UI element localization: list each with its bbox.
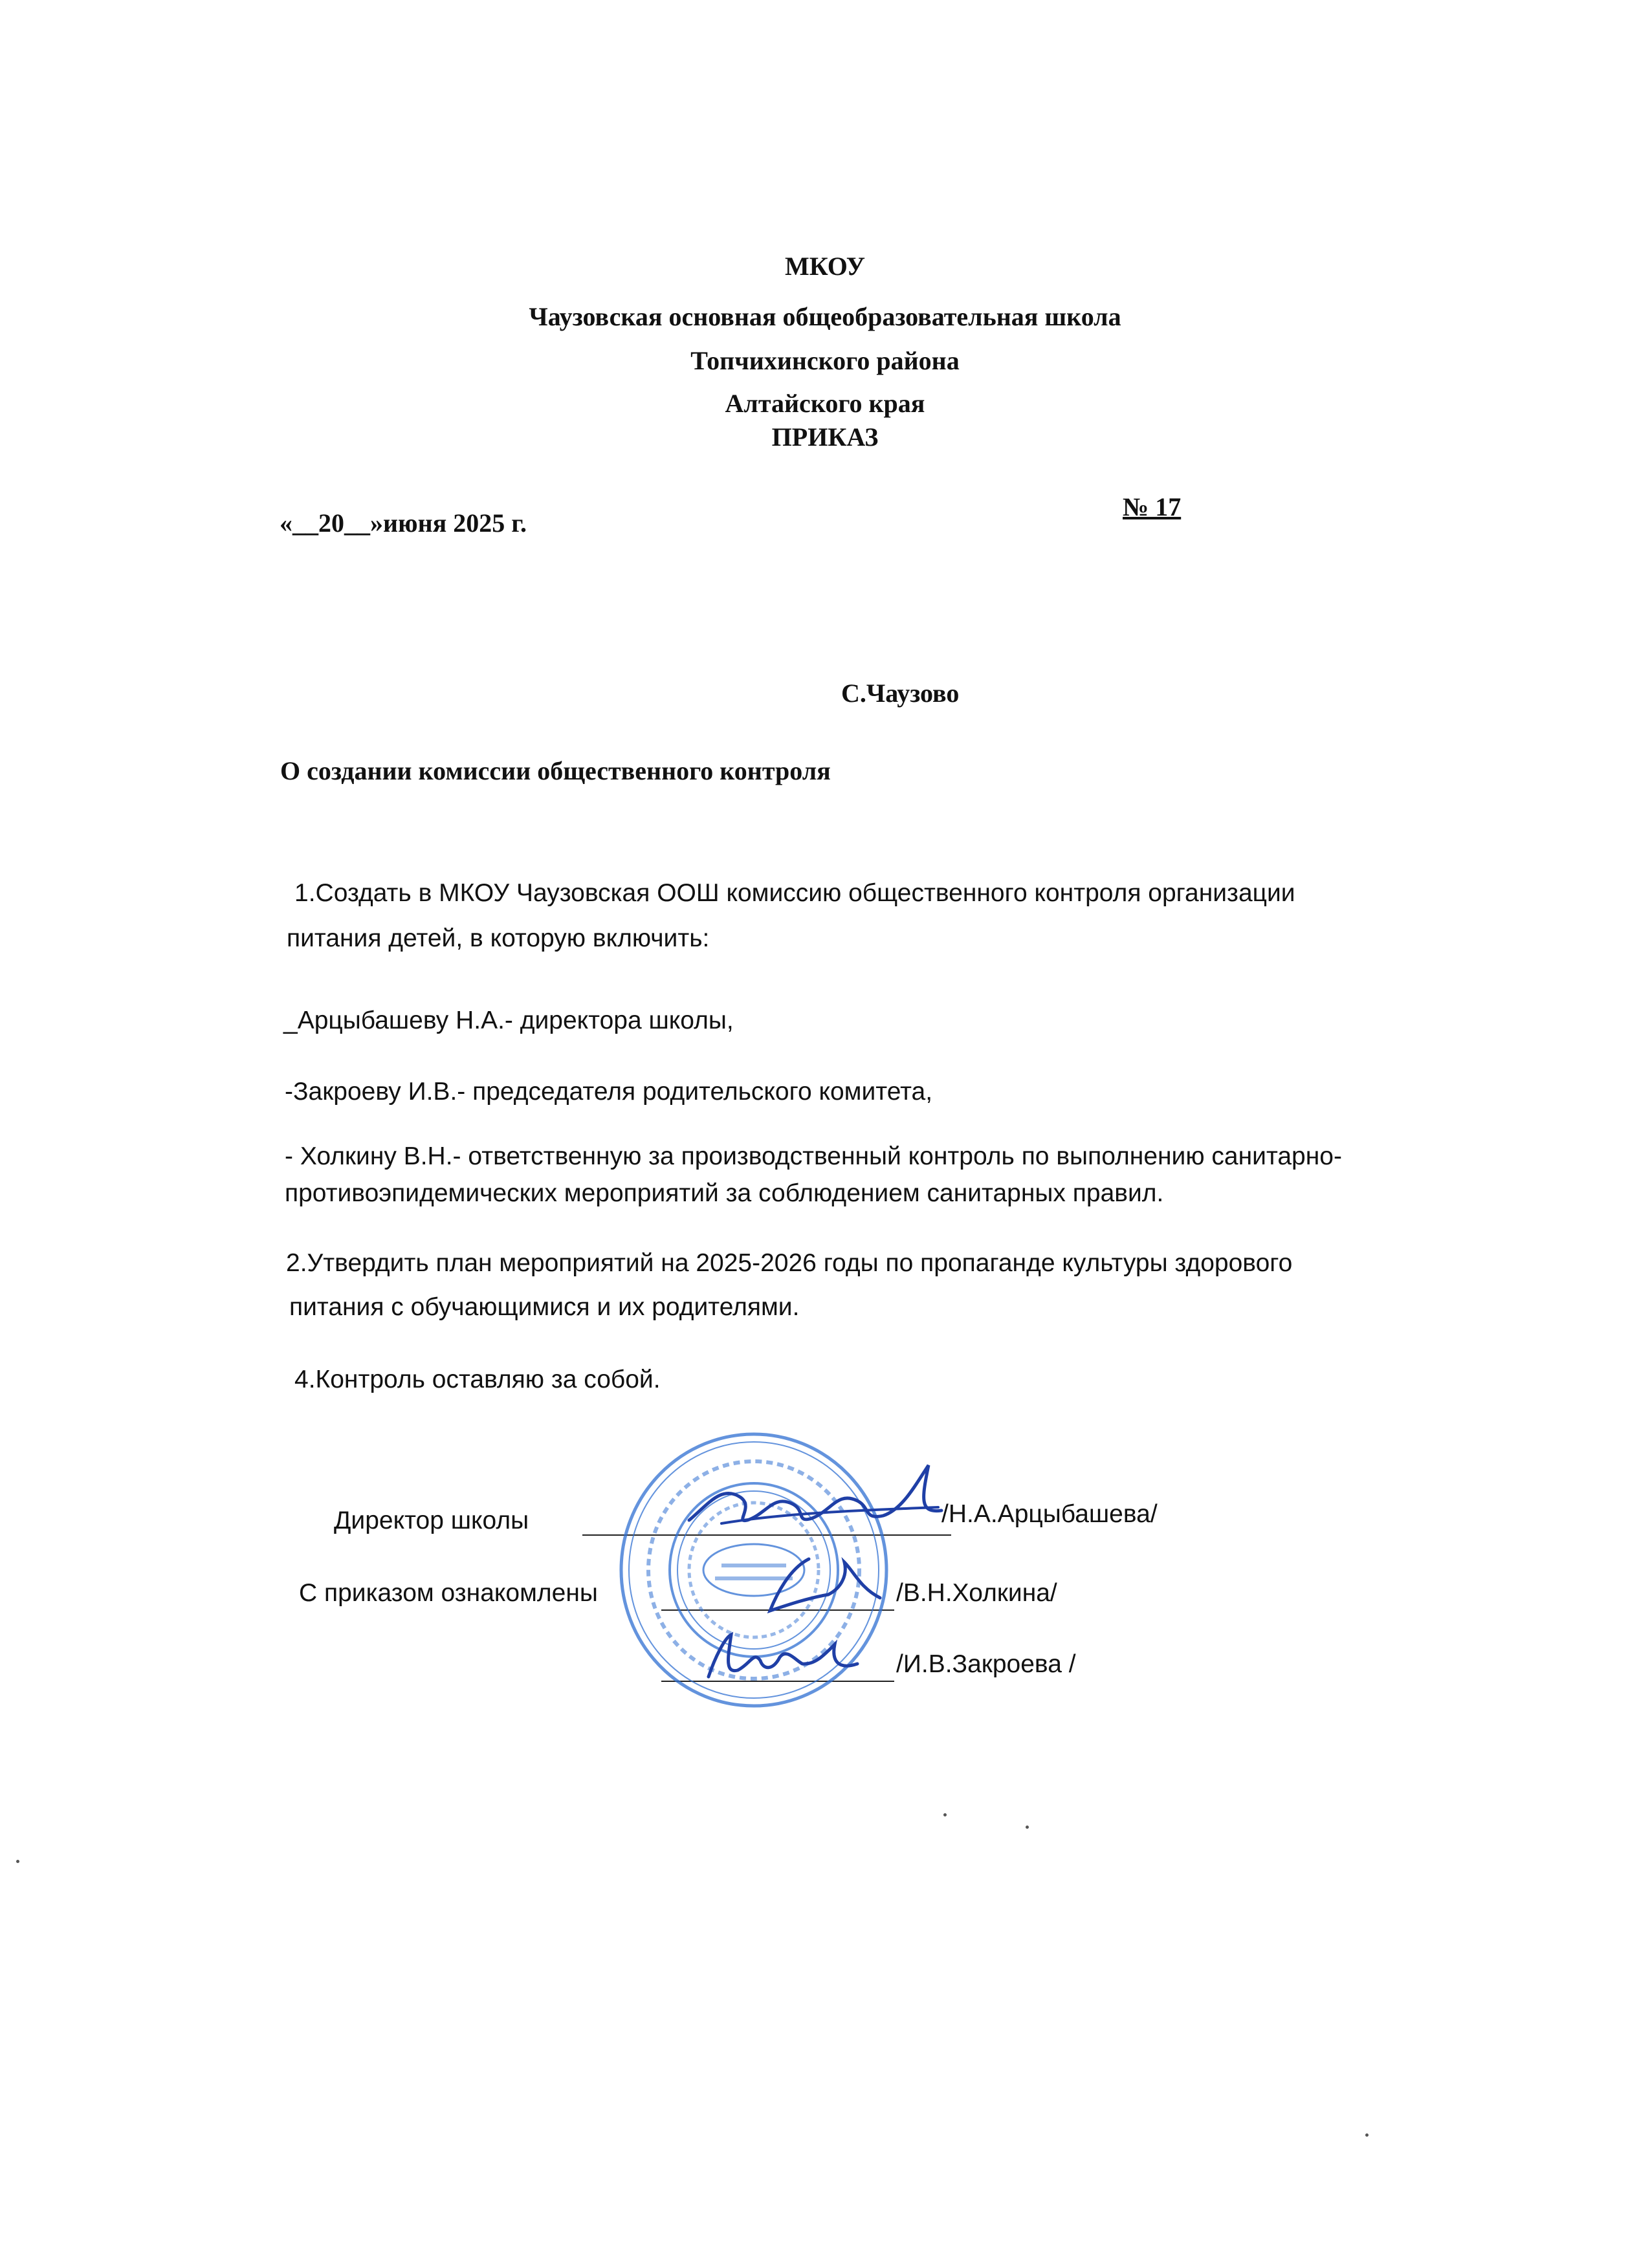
acknowledged-name-2: /И.В.Закроева / bbox=[896, 1650, 1076, 1678]
scan-speck bbox=[16, 1860, 19, 1863]
org-name: МКОУ bbox=[785, 252, 865, 281]
order-place: С.Чаузово bbox=[841, 679, 960, 708]
order-subject: О создании комиссии общественного контроля bbox=[280, 756, 831, 785]
member-committee-chair: -Закроеву И.В.- председателя родительского комитета, bbox=[285, 1078, 933, 1106]
acknowledged-name-1: /В.Н.Холкина/ bbox=[896, 1579, 1057, 1607]
paragraph-2-line-1: 2.Утвердить план мероприятий на 2025-2026 годы по пропаганде культуры здорового bbox=[286, 1249, 1293, 1277]
member-responsible-line-1: - Холкину В.Н.- ответственную за производственный контроль по выполнению санитарно- bbox=[285, 1142, 1342, 1170]
paragraph-4: 4.Контроль оставляю за собой. bbox=[294, 1366, 661, 1393]
scan-speck bbox=[1365, 2133, 1369, 2137]
district-name: Топчихинского района bbox=[690, 346, 960, 375]
member-responsible-line-2: противоэпидемических мероприятий за соблюдением санитарных правил. bbox=[285, 1179, 1164, 1207]
school-name: Чаузовская основная общеобразовательная школа bbox=[529, 302, 1121, 331]
director-signature-icon bbox=[683, 1459, 954, 1549]
acknowledged-label: С приказом ознакомлены bbox=[299, 1579, 598, 1607]
scan-speck bbox=[943, 1813, 947, 1816]
zakroeva-signature-icon bbox=[699, 1625, 867, 1696]
member-director: _Арцыбашеву Н.А.- директора школы, bbox=[283, 1007, 734, 1034]
director-label: Директор школы bbox=[334, 1507, 529, 1534]
kholkina-signature-icon bbox=[731, 1549, 899, 1627]
paragraph-1-line-2: питания детей, в которую включить: bbox=[287, 924, 710, 952]
scan-speck bbox=[1026, 1826, 1029, 1829]
region-name: Алтайского края bbox=[725, 389, 925, 418]
paragraph-1-line-1: 1.Создать в МКОУ Чаузовская ООШ комиссию общественного контроля организации bbox=[294, 879, 1295, 907]
document-type: ПРИКАЗ bbox=[771, 422, 879, 452]
director-name: /Н.А.Арцыбашева/ bbox=[941, 1500, 1158, 1528]
order-date: «__20__»июня 2025 г. bbox=[280, 508, 527, 538]
paragraph-2-line-2: питания с обучающимися и их родителями. bbox=[289, 1293, 800, 1321]
order-number: № 17 bbox=[1123, 492, 1182, 521]
